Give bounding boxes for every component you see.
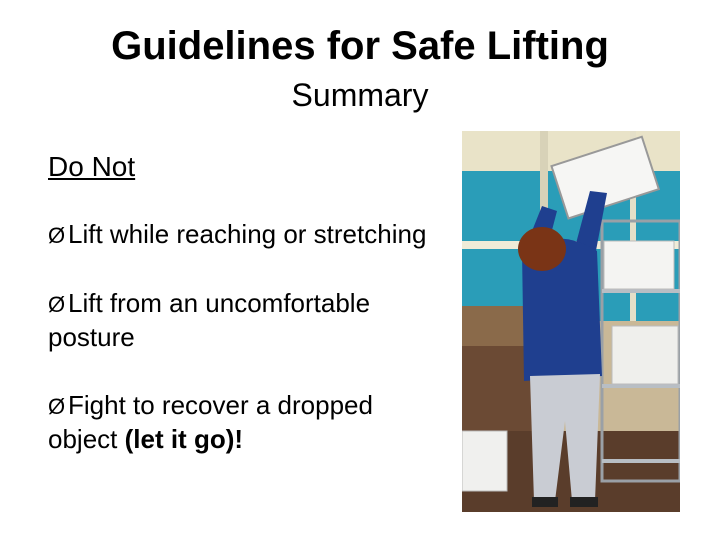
bullet-item	[48, 389, 428, 456]
bullet-text: Lift from an uncomfortable posture	[48, 288, 371, 352]
mail-tray	[612, 326, 678, 384]
mail-tray	[462, 431, 507, 491]
arrow-bullet-icon: Ø	[48, 223, 66, 248]
bullet-text: Lift while reaching or stretching	[68, 219, 427, 249]
slide-title: Guidelines for Safe Lifting	[111, 24, 609, 68]
mail-tray	[604, 241, 674, 289]
arrow-bullet-icon: Ø	[48, 292, 66, 317]
photo-illustration	[462, 131, 680, 512]
arrow-bullet-icon: Ø	[48, 394, 66, 419]
slide-subtitle: Summary	[291, 77, 429, 113]
bullet-list	[48, 218, 428, 491]
section-heading: Do Not	[48, 151, 136, 182]
bullet-emphasis: (let it go)!	[124, 424, 244, 454]
bullet-text: Fight to recover a dropped object	[48, 390, 373, 454]
lifting-photo	[462, 131, 680, 512]
bullet-item	[48, 218, 428, 252]
bullet-item	[48, 287, 428, 354]
hair	[518, 227, 566, 271]
